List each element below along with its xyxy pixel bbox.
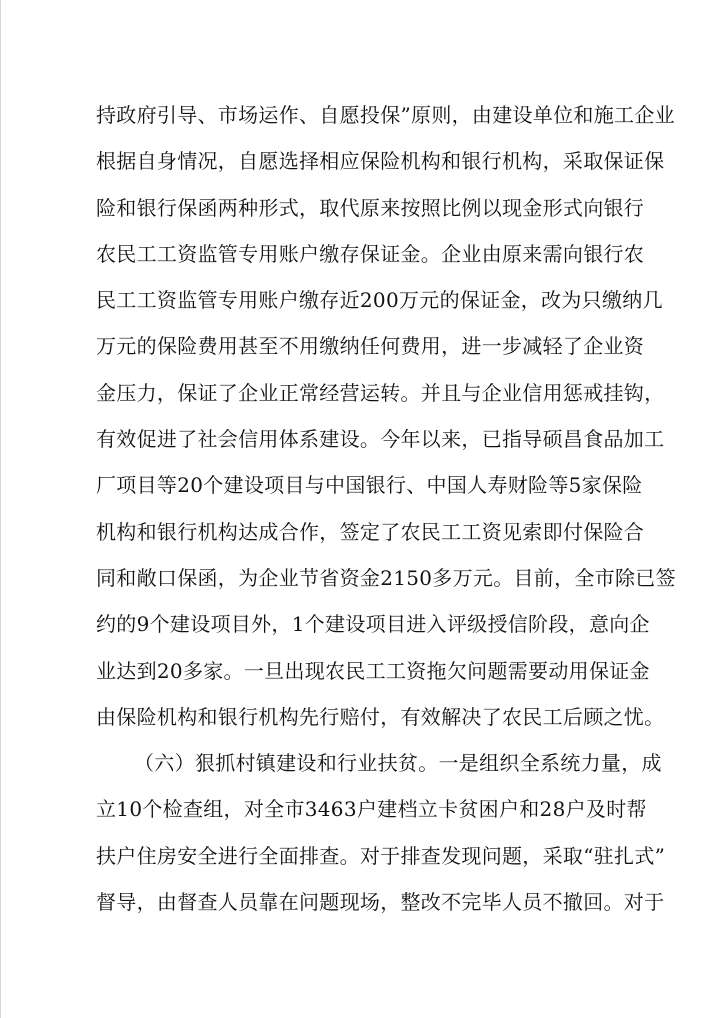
text-line: 机构和银行机构达成合作，签定了农民工工资见索即付保险合	[96, 519, 645, 544]
text-line: 督导，由督查人员靠在问题现场，整改不完毕人员不撤回。对于	[96, 890, 665, 915]
text-line: 约的9个建设项目外，1个建设项目进入评级授信阶段，意向企	[96, 612, 650, 637]
text-line: 同和敞口保函，为企业节省资金2150多万元。目前，全市除已签	[96, 565, 676, 590]
section-heading-line: （六）狠抓村镇建设和行业扶贫。一是组织全系统力量，成	[134, 751, 662, 776]
text-line: 厂项目等20个建设项目与中国银行、中国人寿财险等5家保险	[96, 473, 643, 498]
text-line: 扶户住房安全进行全面排查。对于排查发现问题，采取“驻扎式”	[96, 843, 666, 868]
text-line: 万元的保险费用甚至不用缴纳任何费用，进一步减轻了企业资	[96, 334, 645, 359]
text-line: 有效促进了社会信用体系建设。今年以来，已指导硕昌食品加工	[96, 427, 665, 452]
text-line: 业达到20多家。一旦出现农民工工资拖欠问题需要动用保证金	[96, 658, 650, 683]
text-line: 险和银行保函两种形式，取代原来按照比例以现金形式向银行	[96, 195, 645, 220]
text-line: 民工工资监管专用账户缴存近200万元的保证金，改为只缴纳几	[96, 288, 663, 313]
text-line: 农民工工资监管专用账户缴存保证金。企业由原来需向银行农	[96, 241, 645, 266]
text-line: 持政府引导、市场运作、自愿投保”原则，由建设单位和施工企业	[96, 103, 675, 127]
text-line: 立10个检查组，对全市3463户建档立卡贫困户和28户及时帮	[96, 797, 647, 822]
text-line: 金压力，保证了企业正常经营运转。并且与企业信用惩戒挂钩，	[96, 380, 665, 405]
text-line: 根据自身情况，自愿选择相应保险机构和银行机构，采取保证保	[96, 149, 665, 174]
text-line: 由保险机构和银行机构先行赔付，有效解决了农民工后顾之忧。	[96, 704, 665, 729]
body-text	[96, 92, 676, 925]
